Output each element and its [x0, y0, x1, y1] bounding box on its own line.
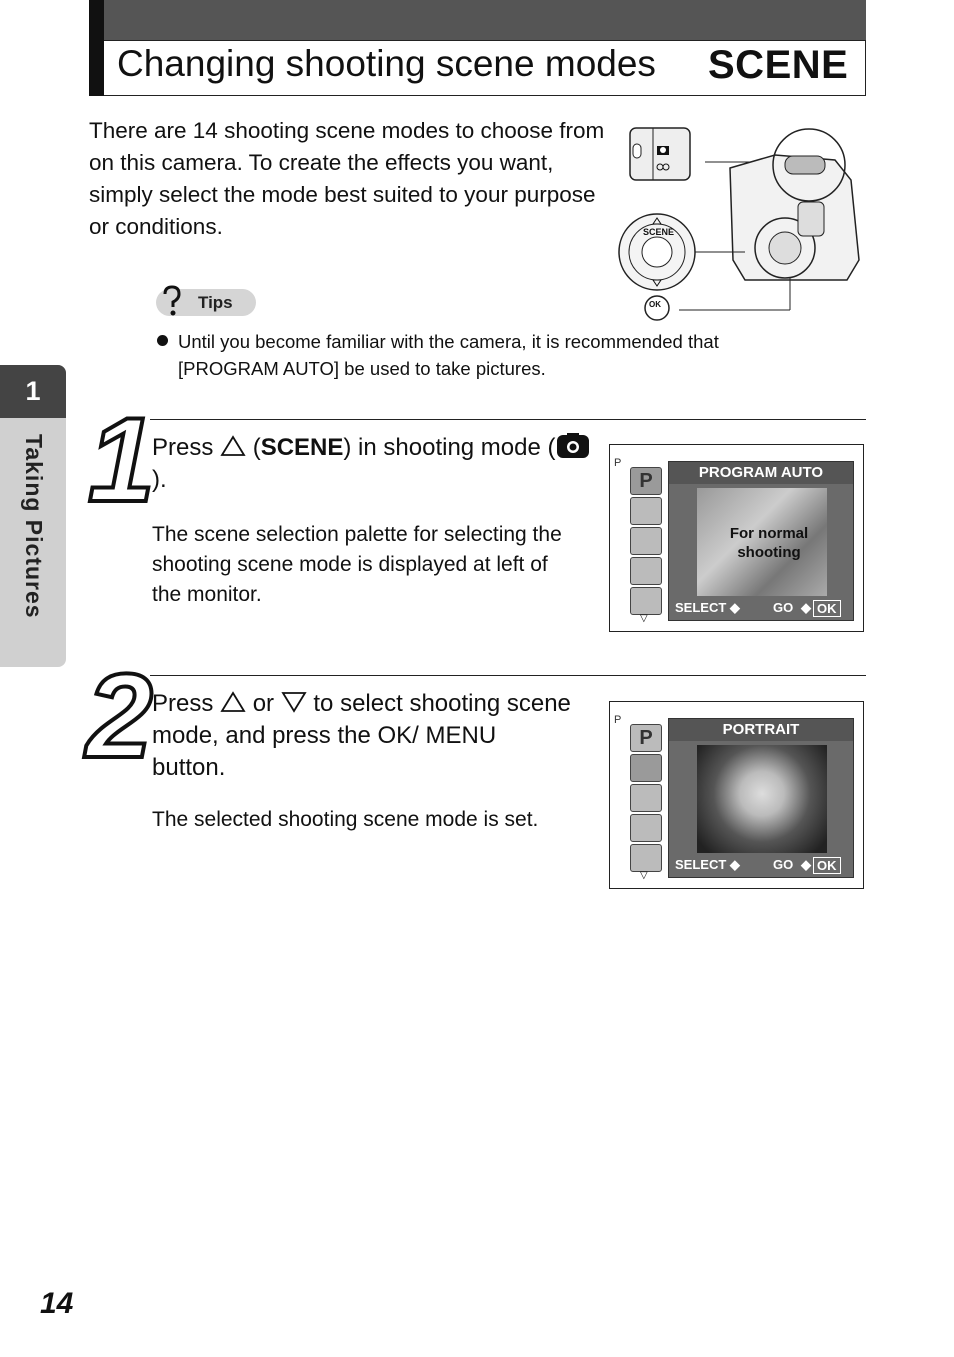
step-instruction: Press or to select shooting scene mode, and press the OK/ MENU button. — [152, 690, 571, 781]
scroll-down-icon: ▽ — [640, 613, 648, 624]
palette-night-icon — [630, 844, 662, 872]
title-accent-stripe — [89, 0, 104, 96]
panel-title: PORTRAIT — [669, 719, 853, 741]
palette-portrait-icon — [630, 754, 662, 782]
title-bar-background — [89, 0, 866, 40]
step-description: The scene selection palette for selecting the shooting scene mode is displayed at left of the monitor. — [152, 523, 562, 606]
up-arrow-icon — [220, 691, 246, 713]
camera-illustration — [615, 120, 865, 330]
scene-badge: SCENE — [708, 43, 849, 87]
palette-night-icon — [630, 587, 662, 615]
bullet-icon — [157, 335, 168, 346]
portrait-sample-photo — [697, 745, 827, 853]
intro-paragraph: There are 14 shooting scene modes to choose from on this camera. To create the effects you want, simply select the mode best suited to your purpose or conditions. — [89, 118, 605, 239]
palette-portrait-icon — [630, 497, 662, 525]
question-mark-icon — [160, 284, 184, 318]
palette-landscape-portrait-icon — [630, 814, 662, 842]
svg-text:SCENE: SCENE — [643, 227, 675, 237]
palette-landscape-portrait-icon — [630, 557, 662, 585]
palette-landscape-icon — [630, 527, 662, 555]
palette-landscape-icon — [630, 784, 662, 812]
mode-indicator: P — [614, 714, 622, 726]
svg-text:OK: OK — [649, 300, 661, 309]
monitor-screen — [609, 701, 864, 889]
page-title: Changing shooting scene modes — [117, 43, 656, 84]
palette-program-icon: P — [630, 467, 662, 495]
panel-footer: SELECT ◆ GO ◆ OK — [675, 600, 847, 618]
tips-label: Tips — [198, 293, 233, 312]
tips-item: Until you become familiar with the camera, it is recommended that [PROGRAM AUTO] be used to take pictures. — [178, 331, 719, 379]
panel-title: PROGRAM AUTO — [669, 462, 853, 484]
panel-footer: SELECT ◆ GO ◆ OK — [675, 857, 847, 875]
down-arrow-icon — [281, 691, 307, 713]
step-description: The selected shooting scene mode is set. — [152, 808, 539, 831]
step-instruction: Press (SCENE) in shooting mode (). — [152, 432, 592, 496]
up-arrow-icon — [220, 435, 246, 457]
step-number: 1 — [88, 393, 155, 527]
step-number: 2 — [86, 649, 153, 783]
chapter-label: Taking Pictures — [21, 434, 47, 619]
step-divider — [150, 419, 866, 420]
scroll-down-icon: ▽ — [640, 870, 648, 881]
mode-indicator: P — [614, 457, 622, 469]
palette-program-icon: P — [630, 724, 662, 752]
mode-panel — [668, 461, 854, 621]
camera-mode-icon — [556, 433, 590, 459]
mode-panel — [668, 718, 854, 878]
chapter-number: 1 — [25, 376, 41, 406]
monitor-screen — [609, 444, 864, 632]
page-number: 14 — [40, 1287, 74, 1320]
step-divider — [150, 675, 866, 676]
mode-caption: For normal shooting — [729, 525, 809, 561]
